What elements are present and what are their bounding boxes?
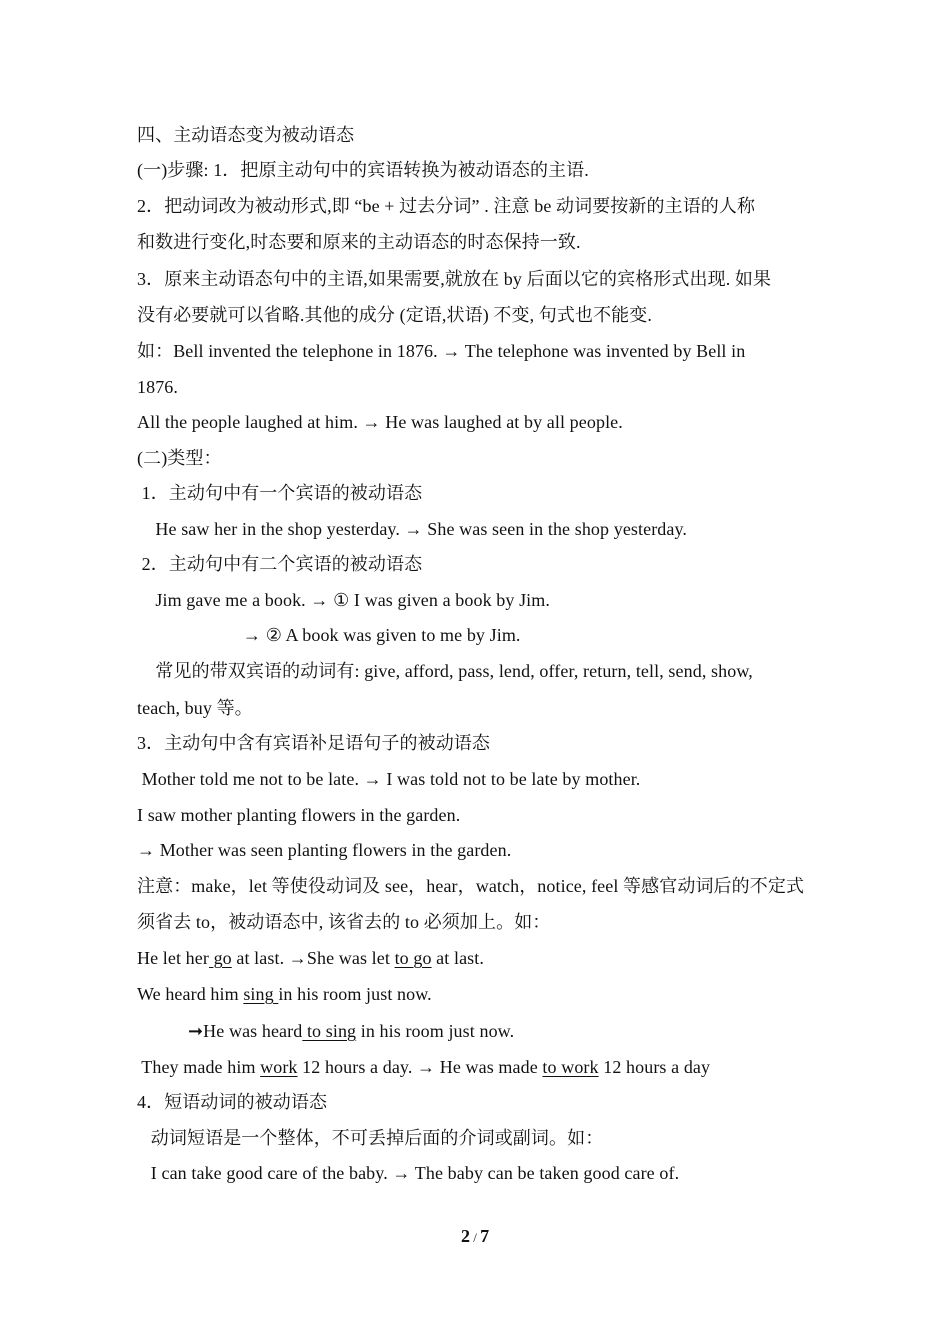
double-object-verbs: 常见的带双宾语的动词有: give, afford, pass, lend, offer, return, tell, send, show,: [137, 661, 753, 681]
type-1-example: He saw her in the shop yesterday. → She was seen in the shop yesterday.: [137, 519, 688, 539]
example-bell: 如：Bell invented the telephone in 1876. → The telephone was invented by Bell in: [137, 341, 746, 361]
step-3-text: 3．原来主动语态句中的主语,如果需要,就放在 by 后面以它的宾格形式出现. 如果: [137, 269, 772, 289]
note-text: 注意：make，let 等使役动词及 see，hear，watch，notice, feel 等感官动词后的不定式: [137, 876, 805, 896]
page-number: 2 / 7: [460, 1226, 490, 1246]
type-2-example: Jim gave me a book. → ① I was given a book by Jim.: [137, 590, 550, 610]
types-heading: (二)类型：: [137, 448, 222, 468]
type-4-explanation: 动词短语是一个整体，不可丢掉后面的介词或副词。如：: [137, 1128, 604, 1148]
type-2-example-alt: → ② A book was given to me by Jim.: [243, 625, 521, 645]
type-3-example-saw: I saw mother planting flowers in the garden.: [137, 805, 461, 825]
example-made-work: They made him work 12 hours a day. → He was made to work 12 hours a day: [137, 1057, 711, 1077]
type-3-example-saw-passive: → Mother was seen planting flowers in the garden.: [137, 840, 512, 860]
example-heard-sing: We heard him sing in his room just now.: [137, 984, 432, 1004]
section-heading: 四、主动语态变为被动语态: [137, 125, 355, 145]
type-2-heading: 2．主动句中有二个宾语的被动语态: [137, 554, 423, 574]
example-laughed: All the people laughed at him. → He was laughed at by all people.: [137, 412, 623, 432]
example-let-go: He let her go at last. →She was let to go at last.: [137, 948, 484, 968]
example-heard-sing-passive: ➞He was heard to sing in his room just now.: [188, 1021, 515, 1041]
type-3-example-mother: Mother told me not to be late. → I was told not to be late by mother.: [137, 769, 641, 789]
example-bell-cont: 1876.: [137, 377, 178, 397]
step-2-text: 2．把动词改为被动形式,即 “be + 过去分词” . 注意 be 动词要按新的主语的人称: [137, 196, 756, 216]
type-4-heading: 4．短语动词的被动语态: [137, 1092, 328, 1112]
type-4-example: I can take good care of the baby. → The baby can be taken good care of.: [137, 1163, 680, 1183]
type-1-heading: 1．主动句中有一个宾语的被动语态: [137, 483, 423, 503]
step-2-text-cont: 和数进行变化,时态要和原来的主动语态的时态保持一致.: [137, 232, 581, 252]
type-3-heading: 3．主动句中含有宾语补足语句子的被动语态: [137, 733, 490, 753]
double-object-verbs-cont: teach, buy 等。: [137, 698, 253, 718]
step-1-text: (一)步骤: 1．把原主动句中的宾语转换为被动语态的主语.: [137, 160, 589, 180]
step-3-text-cont: 没有必要就可以省略.其他的成分 (定语,状语) 不变, 句式也不能变.: [137, 305, 652, 325]
note-text-cont: 须省去 to，被动语态中, 该省去的 to 必须加上。如：: [137, 912, 551, 932]
